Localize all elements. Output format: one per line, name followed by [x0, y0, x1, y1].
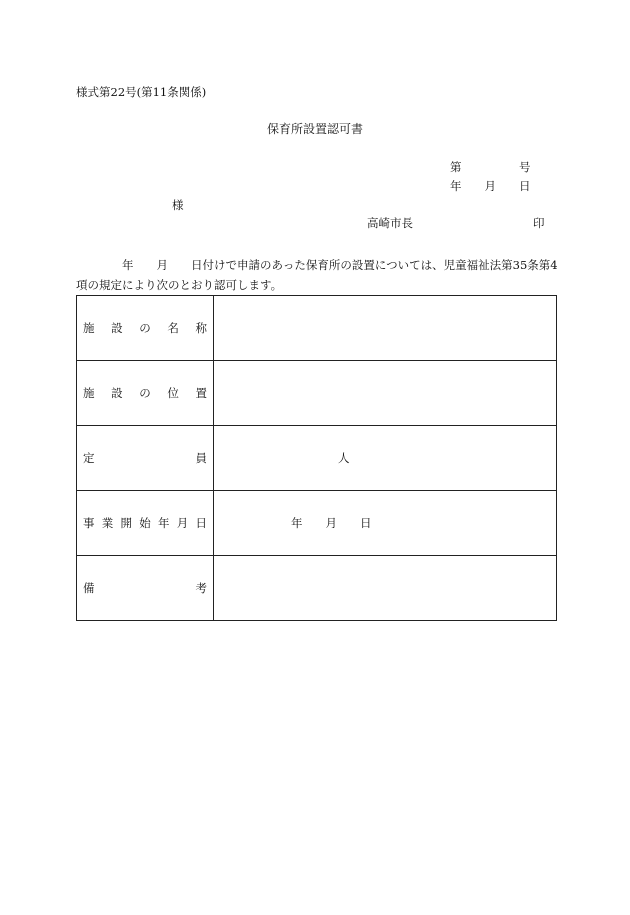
label-char: 事: [83, 516, 95, 530]
capacity-value: [214, 426, 557, 491]
remarks-label: [77, 556, 214, 621]
label-char: の: [139, 321, 151, 335]
label-char: 設: [111, 386, 123, 400]
capacity-label: [77, 426, 214, 491]
table-row: [77, 556, 557, 621]
document-title: 保育所設置認可書: [266, 122, 363, 136]
issue-date-line: 年 月 日: [450, 179, 531, 193]
approval-statement: [76, 255, 566, 295]
remarks-value: [214, 556, 557, 621]
facility-name-label: [77, 296, 214, 361]
facility-name-value: [214, 296, 557, 361]
table-row: [77, 491, 557, 556]
label-char: 施: [83, 386, 95, 400]
label-char: 設: [111, 321, 123, 335]
label-char: 施: [83, 321, 95, 335]
capacity-unit: 人: [338, 451, 350, 465]
label-char: 始: [139, 516, 151, 530]
label-char: 年: [158, 516, 170, 530]
label-char: の: [139, 386, 151, 400]
seal-mark: 印: [533, 216, 545, 230]
addressee-suffix: 様: [172, 198, 184, 212]
table-row: [77, 426, 557, 491]
start-date-label: [77, 491, 214, 556]
table-row: [77, 361, 557, 426]
form-number: 様式第22号(第11条関係): [76, 85, 207, 99]
label-char: 開: [120, 516, 132, 530]
label-char: 月: [176, 516, 189, 530]
label-char: 称: [195, 321, 207, 335]
document-number-line: 第 号: [450, 160, 531, 174]
label-char: 位: [167, 386, 179, 400]
label-char: 置: [195, 386, 207, 400]
label-char: 名: [167, 321, 179, 335]
label-char: 員: [195, 451, 207, 465]
start-date-value: [214, 491, 557, 556]
label-char: 業: [101, 516, 114, 530]
label-char: 備: [83, 581, 95, 595]
facility-location-value: [214, 361, 557, 426]
approval-statement-text: 年 月 日付けで申請のあった保育所の設置については、児童福祉法第35条第4項の規定により次のとおり認可します。: [76, 258, 558, 292]
facility-location-label: [77, 361, 214, 426]
table-row: [77, 296, 557, 361]
approval-details-table: [76, 295, 557, 621]
label-char: 考: [195, 581, 207, 595]
label-char: 定: [83, 451, 95, 465]
label-char: 日: [195, 516, 207, 530]
start-date-blank: 年 月 日: [291, 516, 372, 530]
issuer-name: 高崎市長: [367, 216, 413, 230]
